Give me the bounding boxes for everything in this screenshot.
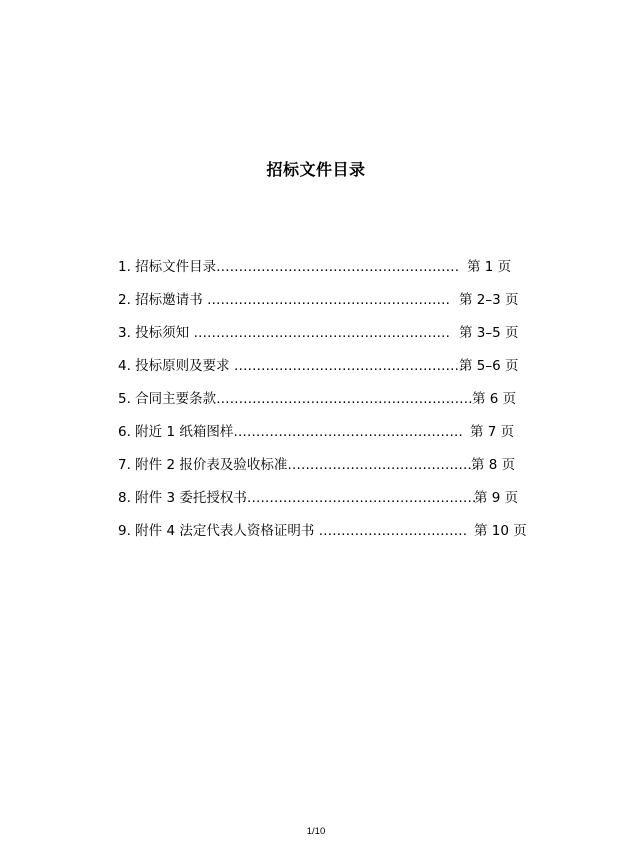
toc-page-ref: 第 1 页 <box>467 259 512 275</box>
page-number-footer: 1/10 <box>306 826 326 837</box>
toc-page-ref: 第 8 页 <box>471 457 516 473</box>
toc-page-ref: 第 10 页 <box>474 523 527 539</box>
toc-page-ref: 第 5–6 页 <box>459 358 519 374</box>
toc-entry-text: 6. 附近 1 纸箱图样…………………………………………… <box>118 424 463 440</box>
toc-page-ref: 第 6 页 <box>472 391 517 407</box>
document-title: 招标文件目录 <box>266 160 366 179</box>
toc-entry-text: 8. 附件 3 委托授权书…………………………………………… <box>118 490 477 506</box>
toc-page-ref: 第 2–3 页 <box>459 292 519 308</box>
table-of-contents <box>118 256 528 553</box>
toc-entry-text: 9. 附件 4 法定代表人资格证明书 …………………………… <box>118 523 468 539</box>
toc-page-ref: 第 3–5 页 <box>459 325 519 341</box>
toc-item <box>118 289 528 322</box>
toc-entry-text: 7. 附件 2 报价表及验收标准…………………………………… <box>118 457 477 473</box>
toc-item <box>118 421 528 454</box>
toc-entry-text: 5. 合同主要条款………………………………………………… <box>118 391 473 407</box>
toc-item <box>118 487 528 520</box>
toc-item <box>118 454 528 487</box>
toc-entry-text: 2. 招标邀请书 ……………………………………………… <box>118 292 450 308</box>
toc-item <box>118 520 528 553</box>
toc-entry-text: 1. 招标文件目录……………………………………………… <box>118 259 460 275</box>
toc-entry-text: 3. 投标须知 ………………………………………………… <box>118 325 450 341</box>
toc-entry-text: 4. 投标原则及要求 …………………………………………… <box>118 358 464 374</box>
toc-page-ref: 第 7 页 <box>470 424 515 440</box>
toc-page-ref: 第 9 页 <box>474 490 519 506</box>
toc-item <box>118 322 528 355</box>
toc-item <box>118 256 528 289</box>
toc-item <box>118 355 528 388</box>
toc-item <box>118 388 528 421</box>
